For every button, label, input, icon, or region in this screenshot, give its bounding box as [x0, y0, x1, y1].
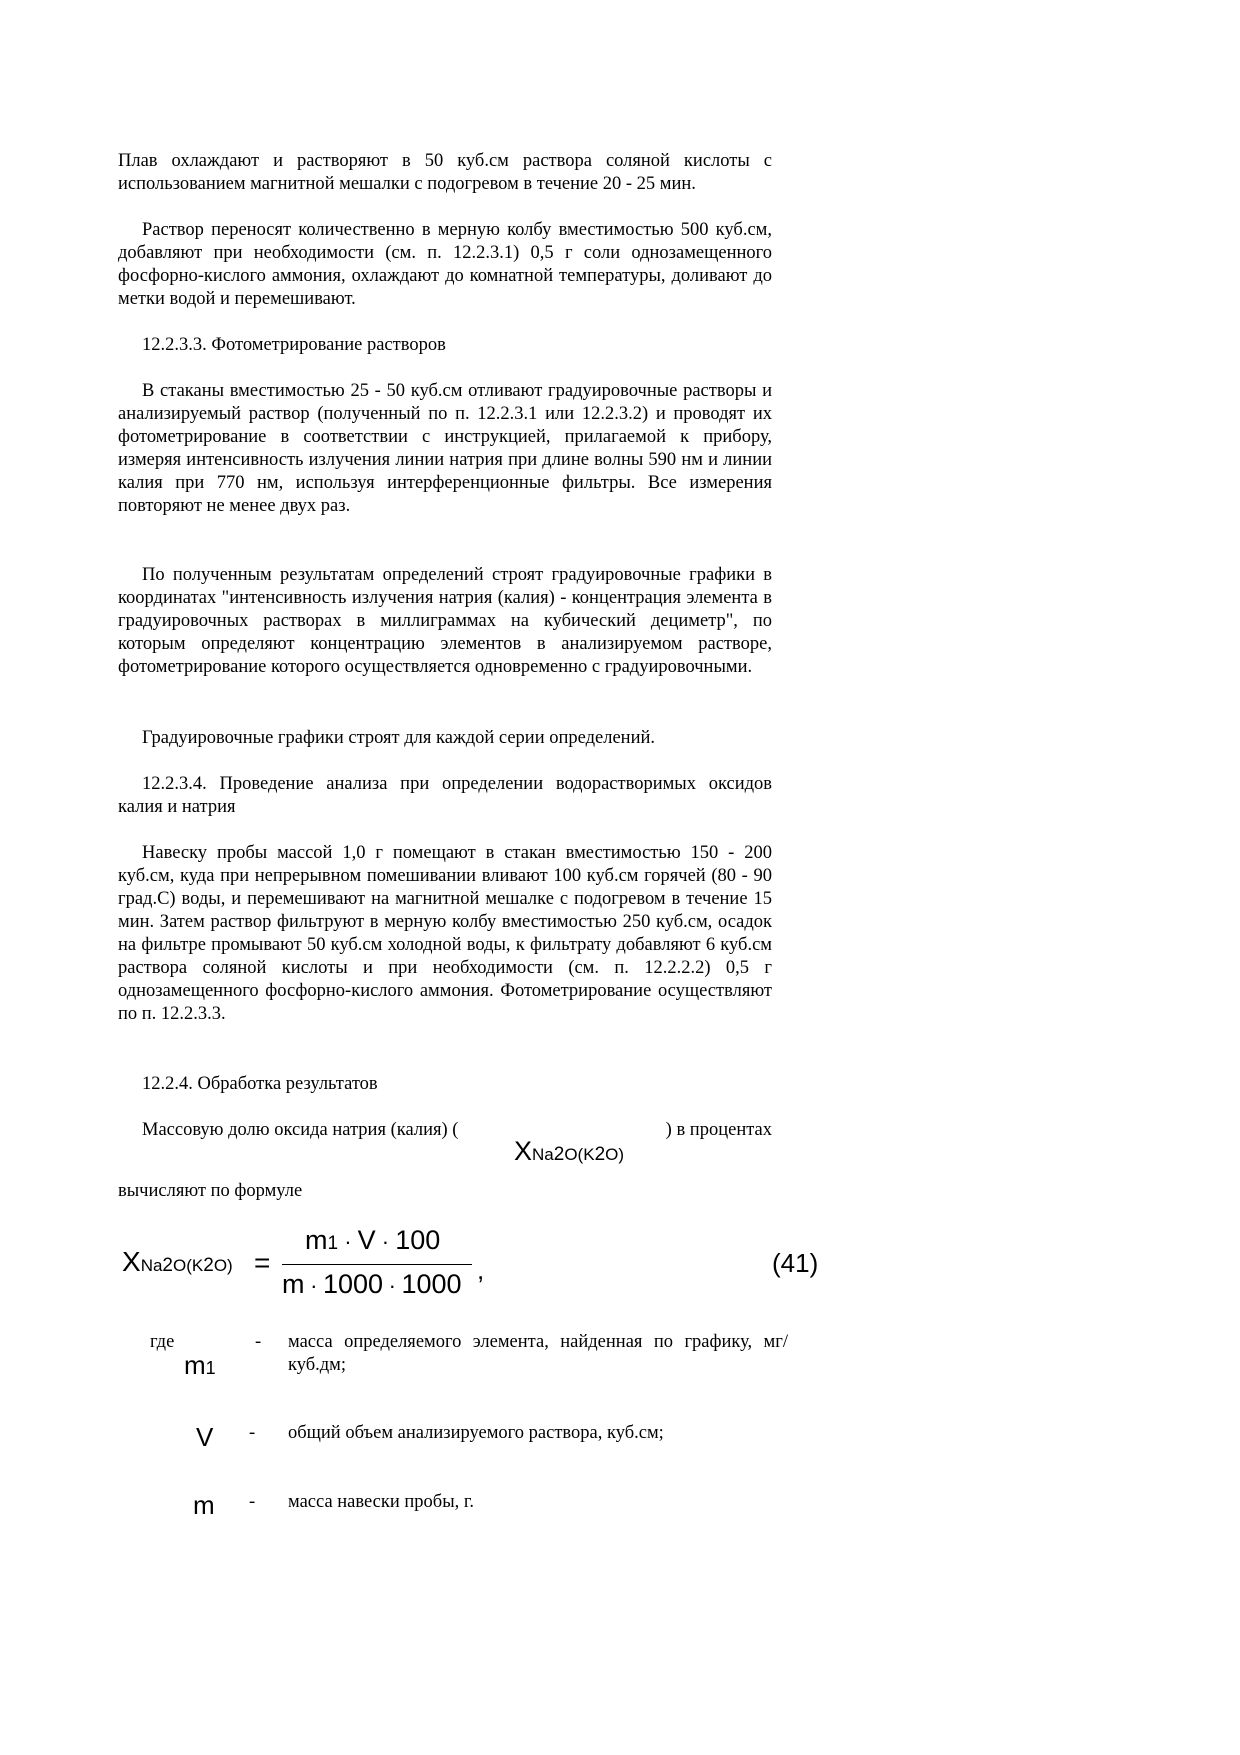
paragraph-formula-intro: вычисляют по формуле [118, 1181, 303, 1201]
heading-water-soluble: 12.2.3.4. Проведение анализа при определении водорастворимых оксидов калия и натрия [118, 774, 772, 817]
formula-equals: = [254, 1247, 271, 1278]
heading-results: 12.2.4. Обработка результатов [142, 1074, 378, 1094]
heading-photometry: 12.2.3.3. Фотометрирование растворов [142, 335, 446, 355]
definition-symbol-m1: m1 [184, 1350, 216, 1380]
paragraph-calibration-series: Градуировочные графики строят для каждой серии определений. [142, 728, 655, 748]
definition-symbol-m: m [193, 1490, 215, 1520]
paragraph-transfer: Раствор переносят количественно в мерную колбу вместимостью 500 куб.см, добавляют при необходимости (см. п. 12.2.3.1) 0,5 г соли однозамещенного фосфорно-кислого аммония, охлаждают до комнатной температуры, доливают до метки водой и перемешивают. [118, 220, 772, 309]
paragraph-melt: Плав охлаждают и растворяют в 50 куб.см раствора соляной кислоты с использованием магнитной мешалки с подогревом в течение 20 - 25 мин. [118, 151, 772, 194]
inline-symbol-x: XNa2O(K2O) [514, 1136, 625, 1166]
paragraph-sample: Навеску пробы массой 1,0 г помещают в стакан вместимостью 150 - 200 куб.см, куда при непрерывном помешивании вливают 100 куб.см горячей (80 - 90 град.С) воды, и перемешивают на магнитной мешалке с подогревом в течение 15 мин. Затем раствор фильтруют в мерную колбу вместимостью 250 куб.см, осадок на фильтре промывают 50 куб.см холодной воды, к фильтрату добавляют 6 куб.см раствора соляной кислоты и при необходимости (см. п. 12.2.2.2) 0,5 г однозамещенного фосфорно-кислого аммония. Фотометрирование осуществляют по п. 12.2.3.3. [118, 843, 772, 1024]
definition-text-m1: масса определяемого элемента, найденная по графику, мг/куб.дм; [288, 1332, 788, 1375]
formula-lhs-symbol: XNa2O(K2O) [122, 1246, 233, 1277]
definition-dash-m1: - [255, 1332, 262, 1352]
paragraph-calibration: По полученным результатам определений строят градуировочные графики в координатах "интенсивность излучения натрия (калия) - концентрация элемента в градуировочных растворах в миллиграммах на кубический дециметр", по которым определяют концентрацию элементов в анализируемом растворе, фотометрирование которого осуществляется одновременно с градуировочными. [118, 565, 772, 677]
paragraph-mass-fraction-end: ) в процентах [665, 1120, 772, 1140]
formula-comma: , [477, 1255, 485, 1285]
formula-number: (41) [772, 1248, 819, 1278]
formula-numerator: m1 · V · 100 [305, 1225, 441, 1255]
definition-text-m: масса навески пробы, г. [288, 1492, 475, 1512]
fraction-bar [282, 1264, 472, 1265]
definitions-where: где [150, 1332, 175, 1352]
formula-denominator: m · 1000 · 1000 [282, 1269, 462, 1299]
paragraph-mass-fraction-start: Массовую долю оксида натрия (калия) ( [142, 1120, 459, 1140]
definition-dash-v: - [249, 1423, 256, 1443]
definition-dash-m: - [249, 1492, 256, 1512]
definition-symbol-v: V [196, 1422, 214, 1452]
paragraph-photometry: В стаканы вместимостью 25 - 50 куб.см отливают градуировочные растворы и анализируемый раствор (полученный по п. 12.2.3.1 или 12.2.3.2) и проводят их фотометрирование в соответствии с инструкцией, прилагаемой к прибору, измеряя интенсивность излучения линии натрия при длине волны 590 нм и линии калия при 770 нм, используя интерференционные фильтры. Все измерения повторяют не менее двух раз. [118, 381, 772, 516]
definition-text-v: общий объем анализируемого раствора, куб.см; [288, 1423, 664, 1443]
